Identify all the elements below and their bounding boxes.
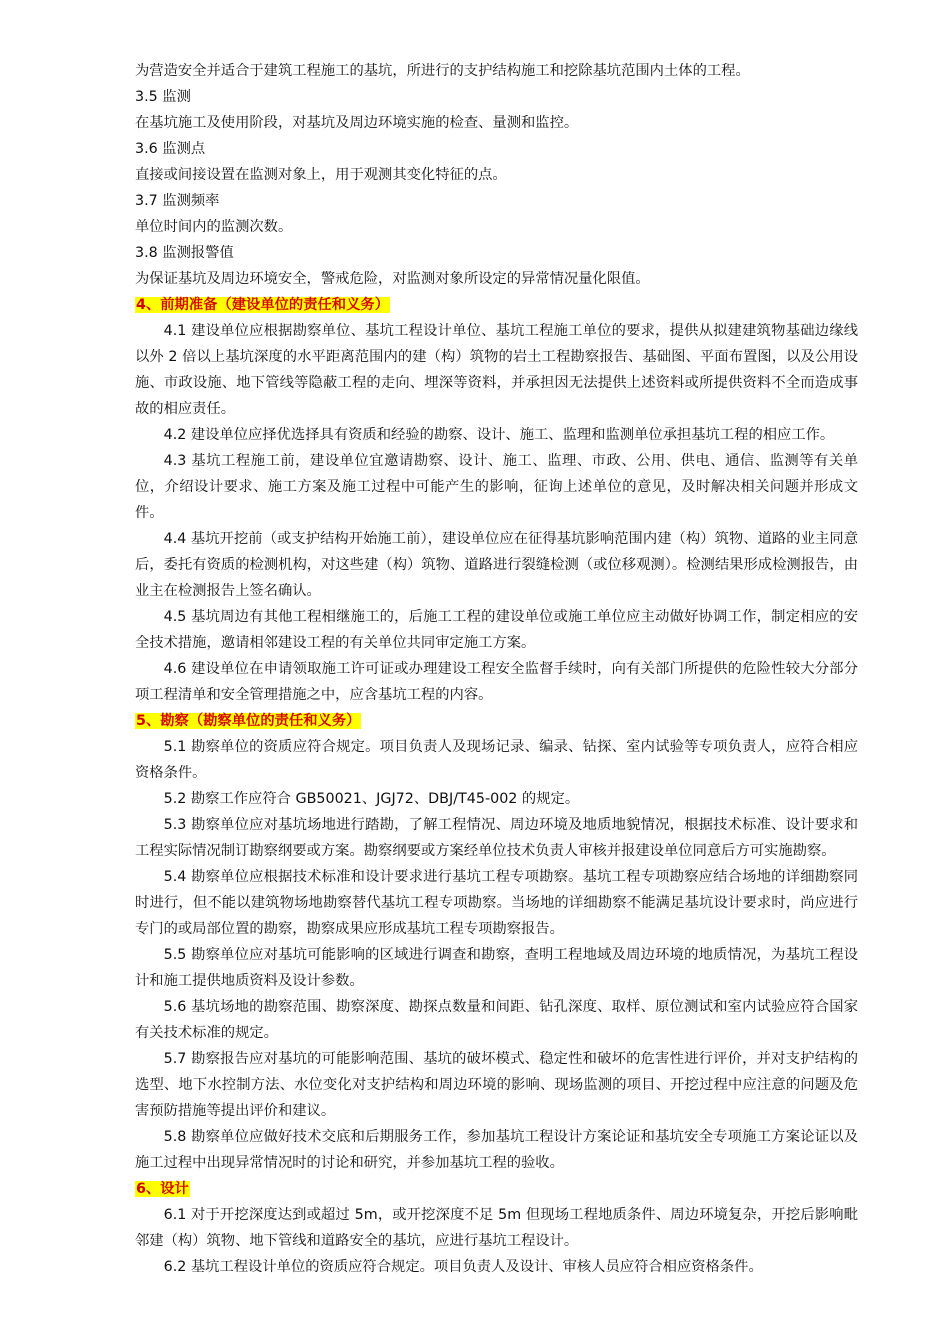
paragraph: 为营造安全并适合于建筑工程施工的基坑，所进行的支护结构施工和挖除基坑范围内土体的工程。	[135, 63, 750, 79]
paragraph: 6.2 基坑工程设计单位的资质应符合规定。项目负责人及设计、审核人员应符合相应资格条件。	[163, 1259, 763, 1275]
paragraph: 5.2 勘察工作应符合 GB50021、JGJ72、DBJ/T45-002 的规定。	[163, 791, 580, 807]
section-heading	[135, 708, 858, 734]
paragraph: 5.7 勘察报告应对基坑的可能影响范围、基坑的破坏模式、稳定性和破坏的危害性进行评价，并对支护结构的选型、地下水控制方法、水位变化对支护结构和周边环境的影响、现场监测的项目、开挖过程中应注意的问题及危害预防措施等提出评价和建议。	[135, 1051, 858, 1119]
paragraph: 5.8 勘察单位应做好技术交底和后期服务工作，参加基坑工程设计方案论证和基坑安全专项施工方案论证以及施工过程中出现异常情况时的讨论和研究，并参加基坑工程的验收。	[135, 1129, 858, 1171]
paragraph: 3.8 监测报警值	[135, 245, 234, 261]
paragraph: 5.4 勘察单位应根据技术标准和设计要求进行基坑工程专项勘察。基坑工程专项勘察应结合场地的详细勘察同时进行，但不能以建筑物场地勘察替代基坑工程专项勘察。当场地的详细勘察不能满足基坑设计要求时，尚应进行专门的或局部位置的勘察，勘察成果应形成基坑工程专项勘察报告。	[135, 869, 858, 937]
section-heading-text: 5、勘察（勘察单位的责任和义务）	[136, 713, 361, 729]
paragraph: 4.2 建设单位应择优选择具有资质和经验的勘察、设计、施工、监理和监测单位承担基坑工程的相应工作。	[163, 427, 835, 443]
paragraph: 直接或间接设置在监测对象上，用于观测其变化特征的点。	[135, 167, 507, 183]
paragraph: 5.5 勘察单位应对基坑可能影响的区域进行调查和勘察，查明工程地域及周边环境的地质情况，为基坑工程设计和施工提供地质资料及设计参数。	[135, 947, 858, 989]
paragraph: 为保证基坑及周边环境安全，警戒危险，对监测对象所设定的异常情况量化限值。	[135, 271, 650, 287]
section-heading	[135, 1176, 858, 1202]
paragraph: 4.4 基坑开挖前（或支护结构开始施工前），建设单位应在征得基坑影响范围内建（构）筑物、道路的业主同意后，委托有资质的检测机构，对这些建（构）筑物、道路进行裂缝检测（或位移观测）。检测结果形成检测报告，由业主在检测报告上签名确认。	[135, 531, 858, 599]
section-heading-text: 4、前期准备（建设单位的责任和义务）	[136, 297, 389, 313]
section-heading-text: 6、设计	[136, 1181, 189, 1197]
paragraph: 在基坑施工及使用阶段，对基坑及周边环境实施的检查、量测和监控。	[135, 115, 579, 131]
paragraph: 5.1 勘察单位的资质应符合规定。项目负责人及现场记录、编录、钻探、室内试验等专项负责人，应符合相应资格条件。	[135, 739, 858, 781]
paragraph: 6.1 对于开挖深度达到或超过 5m，或开挖深度不足 5m 但现场工程地质条件、周边环境复杂，开挖后影响毗邻建（构）筑物、地下管线和道路安全的基坑，应进行基坑工程设计。	[135, 1207, 858, 1249]
paragraph: 3.7 监测频率	[135, 193, 220, 209]
paragraph: 4.3 基坑工程施工前，建设单位宜邀请勘察、设计、施工、监理、市政、公用、供电、通信、监测等有关单位，介绍设计要求、施工方案及施工过程中可能产生的影响，征询上述单位的意见，及时解决相关问题并形成文件。	[135, 453, 858, 521]
paragraph: 3.5 监测	[135, 89, 191, 105]
paragraph: 单位时间内的监测次数。	[135, 219, 293, 235]
paragraph: 4.1 建设单位应根据勘察单位、基坑工程设计单位、基坑工程施工单位的要求，提供从拟建建筑物基础边缘线以外 2 倍以上基坑深度的水平距离范围内的建（构）筑物的岩土工程勘察报告、基础图、平面布置图，以及公用设施、市政设施、地下管线等隐蔽工程的走向、埋深等资料，并承担因无法提供上述资料或所提供资料不全而造成事故的相应责任。	[135, 323, 858, 417]
paragraph: 4.6 建设单位在申请领取施工许可证或办理建设工程安全监督手续时，向有关部门所提供的危险性较大分部分项工程清单和安全管理措施之中，应含基坑工程的内容。	[135, 661, 858, 703]
section-heading	[135, 292, 858, 318]
paragraph: 4.5 基坑周边有其他工程相继施工的，后施工工程的建设单位或施工单位应主动做好协调工作，制定相应的安全技术措施，邀请相邻建设工程的有关单位共同审定施工方案。	[135, 609, 858, 651]
document-page	[135, 58, 858, 1280]
paragraph: 3.6 监测点	[135, 141, 206, 157]
paragraph: 5.3 勘察单位应对基坑场地进行踏勘，了解工程情况、周边环境及地质地貌情况，根据技术标准、设计要求和工程实际情况制订勘察纲要或方案。勘察纲要或方案经单位技术负责人审核并报建设单位同意后方可实施勘察。	[135, 817, 858, 859]
paragraph: 5.6 基坑场地的勘察范围、勘察深度、勘探点数量和间距、钻孔深度、取样、原位测试和室内试验应符合国家有关技术标准的规定。	[135, 999, 858, 1041]
